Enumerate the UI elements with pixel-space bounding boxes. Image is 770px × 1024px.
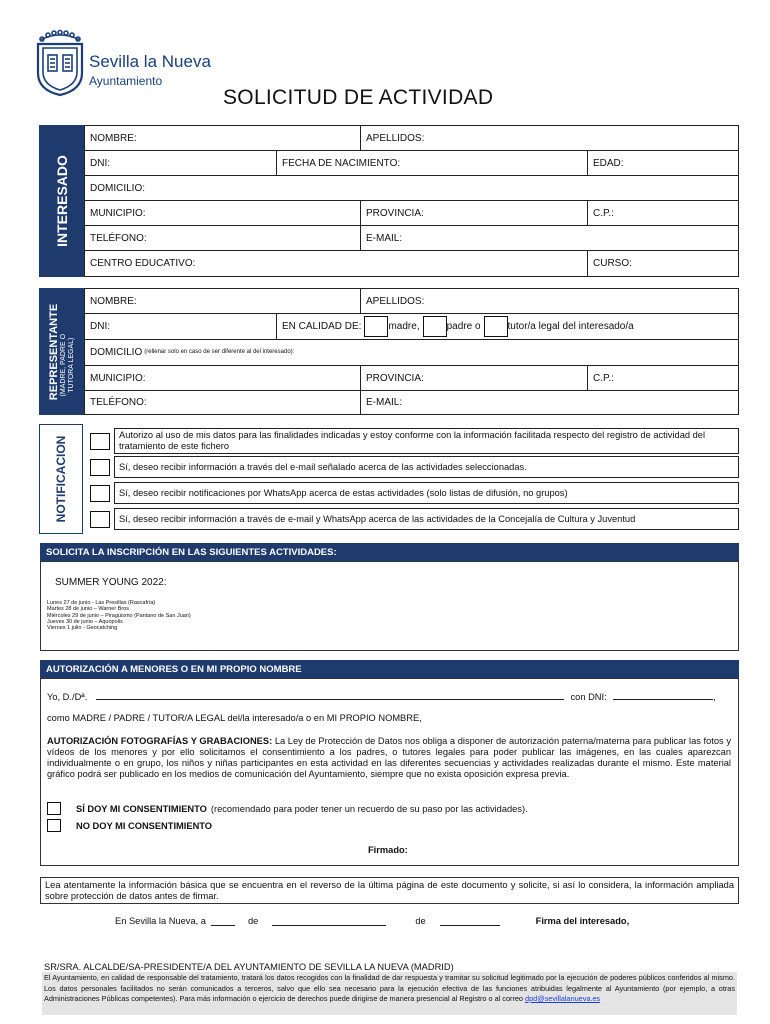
no-doy-row [47,819,212,832]
madre-checkbox[interactable] [364,316,388,337]
no-doy-checkbox[interactable] [47,819,61,832]
info-basica-box: Lea atentamente la información básica que se encuentra en el reverso de la última página de este documento y solicite, si así lo considera, la información ampliada sobre protección de datos antes de firmar. [40,877,739,904]
si-doy-row [47,802,528,815]
page-title: SOLICITUD DE ACTIVIDAD [223,86,494,109]
representante-cp-field[interactable]: C.P.: [587,365,739,391]
notificacion-option-4-checkbox[interactable] [90,511,110,528]
fotos-title: AUTORIZACIÓN FOTOGRAFÍAS Y GRABACIONES: [47,736,273,746]
representante-domicilio-field[interactable] [84,339,739,366]
firmado-label: Firmado: [368,845,408,855]
lugar-label: En Sevilla la Nueva, a [115,916,206,926]
autorizacion-header: AUTORIZACIÓN A MENORES O EN MI PROPIO NOMBRE [40,660,739,678]
si-doy-label: SÍ DOY MI CONSENTIMIENTO [76,803,207,814]
representante-provincia-field[interactable]: PROVINCIA: [360,365,588,391]
interesado-band [39,125,84,277]
yo-name-blank[interactable] [96,692,564,700]
notificacion-option-4-label: Sí, deseo recibir información a través de e-mail y WhatsApp acerca de las actividades de la Concejalía de Cultura y Juventud [119,513,636,524]
de-label-2: de [415,916,426,926]
domicilio-note: (rellenar solo en caso de ser diferente al del interesado): [144,349,295,356]
interesado-telefono-field[interactable]: TELÉFONO: [84,225,361,251]
interesado-domicilio-field[interactable]: DOMICILIO: [84,175,739,201]
interesado-municipio-field[interactable]: MUNICIPIO: [84,200,361,226]
fotos-text: La Ley de Protección de Datos nos obliga a disponer de autorización paterna/materna para publicar las fotos y vídeos de los menores y por ello solicitamos el consentimiento a los padres, o tutores legales para poder publicar las imágenes, en las cuales aparezcan individualmente o en grupo, los niños y niñas participantes en esta actividad en las diferentes secuencias y actividades realizadas durante el mismo. Este material gráfico podrá ser publicado en los medios de comunicación del Ayuntamiento, siempre que no exista oposición expresa previa. [47,736,731,779]
padre-checkbox[interactable] [423,316,447,337]
representante-apellidos-field[interactable]: APELLIDOS: [360,288,739,314]
activity-item: Miércoles 29 de junio – Piragüismo (Pantano de San Juan) [47,612,191,619]
notificacion-option-3 [114,482,739,504]
anio-blank[interactable] [440,925,500,926]
dpd-email-link[interactable]: dpd@sevillalanueva.es [525,994,601,1003]
si-doy-note: (recomendado para poder tener un recuerdo de su paso por las actividades). [210,803,528,814]
como-line: como MADRE / PADRE / TUTOR/A LEGAL del/la interesado/a o en MI PROPIO NOMBRE, [47,713,422,723]
org-subtitle: Ayuntamiento [89,74,163,88]
notificacion-option-2-label: Sí, deseo recibir información a través del e-mail señalado acerca de las actividades seleccionadas. [119,461,527,472]
notificacion-option-2 [114,456,739,478]
interesado-cp-field[interactable]: C.P.: [587,200,739,226]
activity-item: Martes 28 de junio – Warner Bros [47,606,130,613]
domicilio-label: DOMICILIO [90,347,143,358]
si-doy-checkbox[interactable] [47,802,61,815]
legal-footer [42,972,737,1015]
interesado-provincia-field[interactable]: PROVINCIA: [360,200,588,226]
activity-item: Jueves 30 de junio – Aquopolis [47,618,123,625]
de-label-1: de [247,916,259,926]
notificacion-band-label: NOTIFICACION [54,435,68,523]
activities-list [47,600,191,631]
madre-label: madre, [388,321,420,332]
notificacion-option-1-checkbox[interactable] [90,433,110,450]
representante-email-field[interactable]: E-MAIL: [360,390,739,415]
coat-of-arms-logo [30,28,90,98]
interesado-nombre-field[interactable]: NOMBRE: [84,125,361,151]
firma-line [115,916,629,926]
interesado-email-field[interactable]: E-MAIL: [360,225,739,251]
notificacion-option-1-label: Autorizo al uso de mis datos para las finalidades indicadas y estoy conforme con la información facilitada respecto del registro de actividad del tratamiento de este fichero [119,430,706,451]
notificacion-option-4 [114,508,739,530]
notificacion-band [39,424,83,534]
padre-label: padre o [446,321,481,332]
firma-interesado-label: Firma del interesado, [535,916,630,926]
program-title: SUMMER YOUNG 2022: [55,577,167,588]
interesado-edad-field[interactable]: EDAD: [587,150,739,176]
yo-line: Yo, D./Dª. con DNI: , [47,692,716,702]
con-dni-blank[interactable] [613,692,713,700]
en-calidad-label: EN CALIDAD DE: [282,321,362,332]
interesado-curso-field[interactable]: CURSO: [587,250,739,277]
representante-dni-field[interactable]: DNI: [84,313,277,340]
representante-band-label [48,303,76,399]
representante-telefono-field[interactable]: TELÉFONO: [84,390,361,415]
representante-municipio-field[interactable]: MUNICIPIO: [84,365,361,391]
no-doy-label: NO DOY MI CONSENTIMIENTO [76,820,213,831]
activity-item: Lunes 27 de junio - Las Presillas (Rascafría) [47,600,156,606]
mes-blank[interactable] [272,925,386,926]
representante-band-title: REPRESENTANTE [47,303,60,400]
con-dni-label: con DNI: [570,692,607,702]
destinatario: SR/SRA. ALCALDE/SA-PRESIDENTE/A DEL AYUNTAMIENTO DE SEVILLA LA NUEVA (MADRID) [44,962,454,972]
representante-band [39,288,84,415]
interesado-fecha-nacimiento-field[interactable]: FECHA DE NACIMIENTO: [276,150,588,176]
dia-blank[interactable] [211,925,235,926]
interesado-centro-educativo-field[interactable]: CENTRO EDUCATIVO: [84,250,588,277]
activity-item: Viernes 1 julio - Geocatching [47,625,118,632]
representante-nombre-field[interactable]: NOMBRE: [84,288,361,314]
org-name: Sevilla la Nueva [89,52,211,71]
notificacion-option-1 [114,428,739,454]
notificacion-option-2-checkbox[interactable] [90,459,110,476]
tutor-label: tutor/a legal del interesado/a [507,321,634,332]
notificacion-option-3-checkbox[interactable] [90,485,110,502]
solicita-header: SOLICITA LA INSCRIPCIÓN EN LAS SIGUIENTES ACTIVIDADES: [40,543,739,561]
fotos-paragraph [47,736,731,780]
interesado-dni-field[interactable]: DNI: [84,150,277,176]
legal-text: El Ayuntamiento, en calidad de responsable del tratamiento, tratará los datos recogidos con la finalidad de dar respuesta y tramitar su solicitud legitimado por la ejecución de poderes públicos conferidos al mismo. Los datos personales facilitados no serán comunicados a terceros, salvo que ello sea necesario para la ejecución efectiva de las funciones atribuidas legalmente al Ayuntamiento (por ejemplo, a otras Administraciones Públicas competentes). Para más información o ejercicio de derechos puede dirigirse de manera presencial al Registro o al correo [44,973,735,1003]
representante-calidad-row [276,313,739,340]
yo-label: Yo, D./Dª. [47,692,88,702]
representante-band-subtitle: (MADRE, PADRE O TUTORA LEGAL) [59,333,75,396]
tutor-checkbox[interactable] [484,316,508,337]
interesado-band-label: INTERESADO [53,155,70,247]
notificacion-option-3-label: Sí, deseo recibir notificaciones por WhatsApp acerca de estas actividades (solo listas de difusión, no grupos) [119,487,568,498]
interesado-apellidos-field[interactable]: APELLIDOS: [360,125,739,151]
